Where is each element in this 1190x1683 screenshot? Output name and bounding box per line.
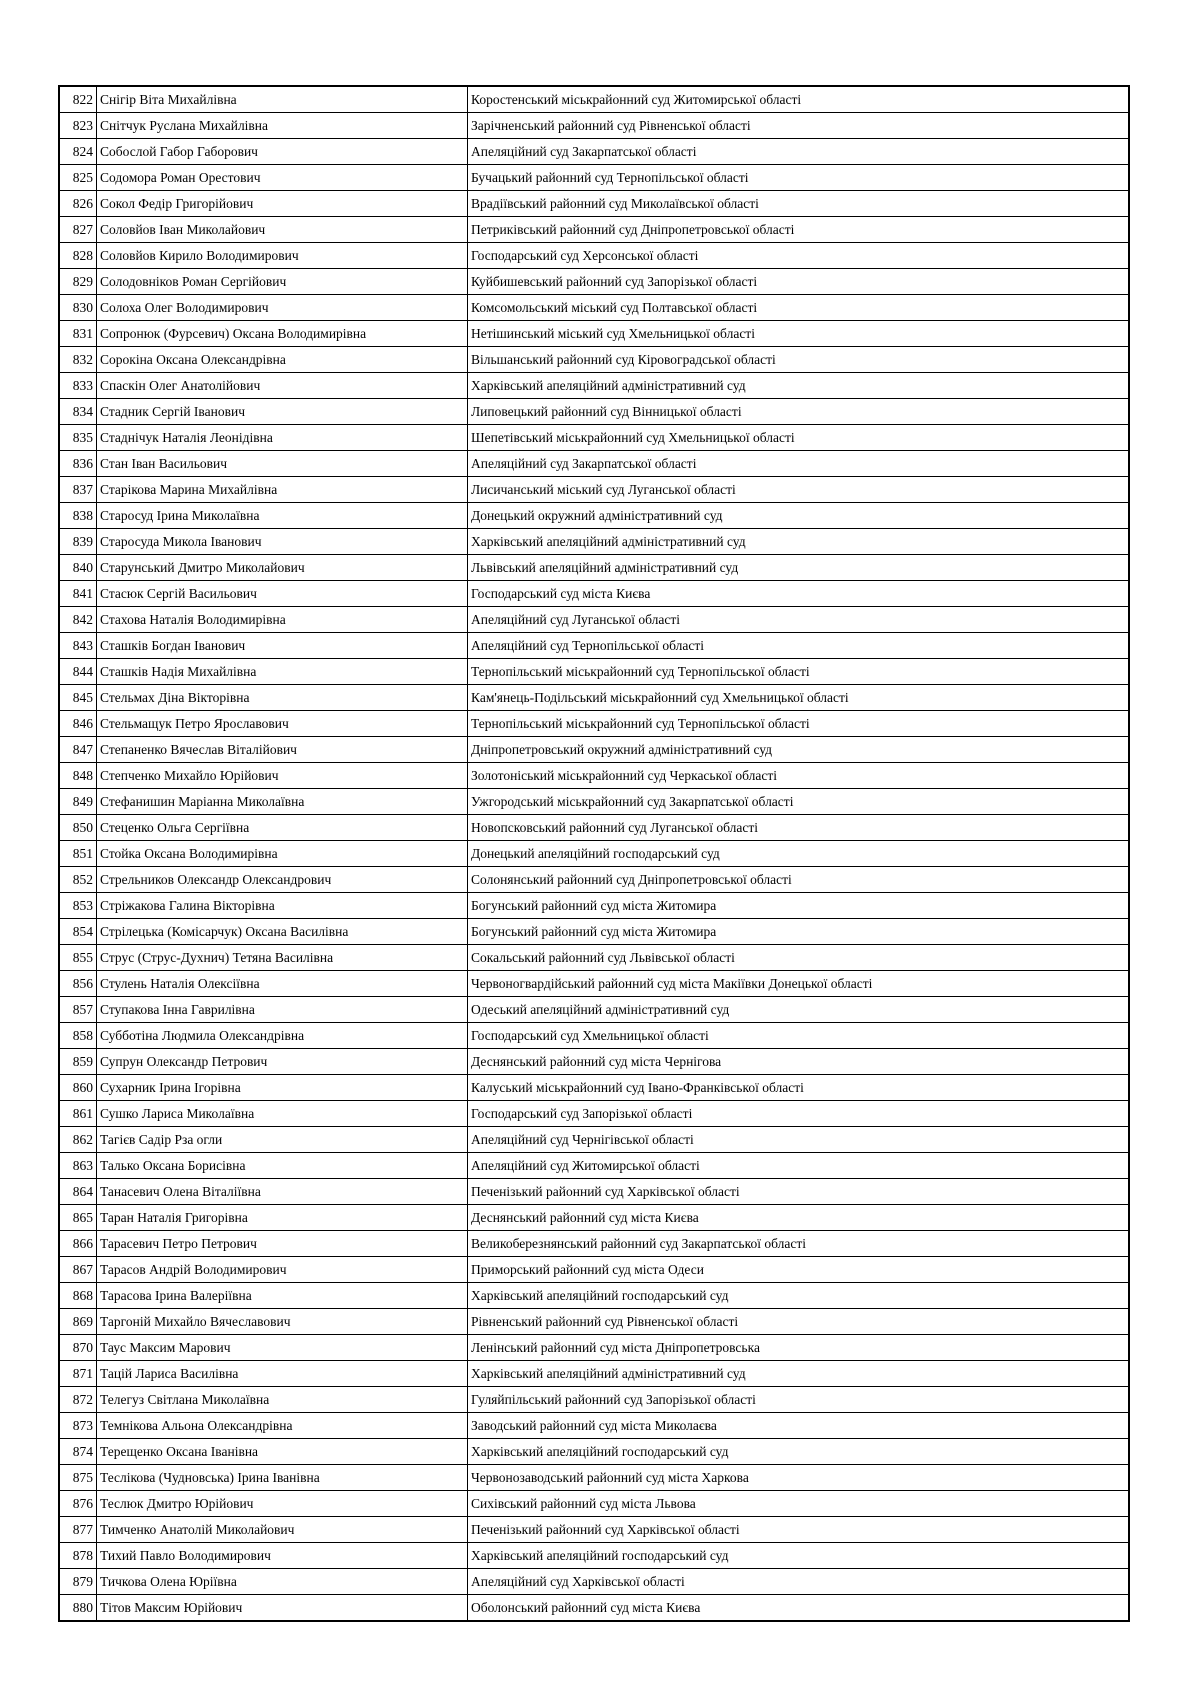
judge-name: Стасюк Сергій Васильович	[97, 581, 468, 607]
court-name: Тернопільський міськрайонний суд Тернопільської області	[468, 711, 1130, 737]
table-row	[59, 1335, 1129, 1361]
table-row	[59, 1465, 1129, 1491]
court-name: Апеляційний суд Луганської області	[468, 607, 1130, 633]
judge-name: Старосуда Микола Іванович	[97, 529, 468, 555]
court-name: Апеляційний суд Закарпатської області	[468, 139, 1130, 165]
row-number: 822	[59, 86, 97, 113]
judge-name: Стадник Сергій Іванович	[97, 399, 468, 425]
row-number: 824	[59, 139, 97, 165]
row-number: 858	[59, 1023, 97, 1049]
judges-table	[58, 85, 1130, 1622]
table-row	[59, 425, 1129, 451]
judge-name: Спаскін Олег Анатолійович	[97, 373, 468, 399]
judge-name: Старунський Дмитро Миколайович	[97, 555, 468, 581]
row-number: 843	[59, 633, 97, 659]
court-name: Господарський суд Херсонської області	[468, 243, 1130, 269]
table-row	[59, 581, 1129, 607]
row-number: 864	[59, 1179, 97, 1205]
judge-name: Сташків Надія Михайлівна	[97, 659, 468, 685]
table-row	[59, 1049, 1129, 1075]
court-name: Вільшанський районний суд Кіровоградської області	[468, 347, 1130, 373]
court-name: Шепетівський міськрайонний суд Хмельницької області	[468, 425, 1130, 451]
row-number: 856	[59, 971, 97, 997]
table-row	[59, 1153, 1129, 1179]
table-row	[59, 1543, 1129, 1569]
judge-name: Снігір Віта Михайлівна	[97, 86, 468, 113]
court-name: Апеляційний суд Житомирської області	[468, 1153, 1130, 1179]
court-name: Господарський суд міста Києва	[468, 581, 1130, 607]
court-name: Оболонський районний суд міста Києва	[468, 1595, 1130, 1622]
row-number: 875	[59, 1465, 97, 1491]
judge-name: Тітов Максим Юрійович	[97, 1595, 468, 1622]
court-name: Донецький окружний адміністративний суд	[468, 503, 1130, 529]
table-row	[59, 86, 1129, 113]
row-number: 873	[59, 1413, 97, 1439]
judge-name: Сухарник Ірина Ігорівна	[97, 1075, 468, 1101]
judge-name: Тацій Лариса Василівна	[97, 1361, 468, 1387]
court-name: Петриківський районний суд Дніпропетровської області	[468, 217, 1130, 243]
judge-name: Солодовніков Роман Сергійович	[97, 269, 468, 295]
judge-name: Субботіна Людмила Олександрівна	[97, 1023, 468, 1049]
table-row	[59, 529, 1129, 555]
court-name: Печенізький районний суд Харківської області	[468, 1517, 1130, 1543]
table-row	[59, 1205, 1129, 1231]
table-row	[59, 1127, 1129, 1153]
court-name: Тернопільський міськрайонний суд Тернопільської області	[468, 659, 1130, 685]
table-row	[59, 841, 1129, 867]
table-row	[59, 711, 1129, 737]
row-number: 852	[59, 867, 97, 893]
table-row	[59, 685, 1129, 711]
table-row	[59, 1101, 1129, 1127]
judge-name: Сорокіна Оксана Олександрівна	[97, 347, 468, 373]
court-name: Рівненський районний суд Рівненської області	[468, 1309, 1130, 1335]
court-name: Зарічненський районний суд Рівненської області	[468, 113, 1130, 139]
row-number: 841	[59, 581, 97, 607]
table-row	[59, 165, 1129, 191]
row-number: 823	[59, 113, 97, 139]
table-row	[59, 1179, 1129, 1205]
judge-name: Сушко Лариса Миколаївна	[97, 1101, 468, 1127]
judge-name: Таран Наталія Григорівна	[97, 1205, 468, 1231]
court-name: Ленінський районний суд міста Дніпропетровська	[468, 1335, 1130, 1361]
judge-name: Тарасевич Петро Петрович	[97, 1231, 468, 1257]
court-name: Дніпропетровський окружний адміністративний суд	[468, 737, 1130, 763]
judge-name: Сташків Богдан Іванович	[97, 633, 468, 659]
judge-name: Телегуз Світлана Миколаївна	[97, 1387, 468, 1413]
court-name: Харківський апеляційний адміністративний суд	[468, 1361, 1130, 1387]
judge-name: Стулень Наталія Олексіївна	[97, 971, 468, 997]
court-name: Золотоніський міськрайонний суд Черкаської області	[468, 763, 1130, 789]
table-row	[59, 399, 1129, 425]
court-name: Великоберезнянський районний суд Закарпатської області	[468, 1231, 1130, 1257]
court-name: Червонозаводський районний суд міста Харкова	[468, 1465, 1130, 1491]
judge-name: Ступакова Інна Гаврилівна	[97, 997, 468, 1023]
table-row	[59, 1283, 1129, 1309]
court-name: Сокальський районний суд Львівської області	[468, 945, 1130, 971]
judge-name: Стефанишин Маріанна Миколаївна	[97, 789, 468, 815]
table-row	[59, 1439, 1129, 1465]
row-number: 863	[59, 1153, 97, 1179]
judge-name: Стельмащук Петро Ярославович	[97, 711, 468, 737]
court-name: Господарський суд Хмельницької області	[468, 1023, 1130, 1049]
row-number: 844	[59, 659, 97, 685]
court-name: Харківський апеляційний господарський суд	[468, 1543, 1130, 1569]
table-row	[59, 1361, 1129, 1387]
row-number: 828	[59, 243, 97, 269]
judge-name: Сокол Федір Григорійович	[97, 191, 468, 217]
row-number: 872	[59, 1387, 97, 1413]
row-number: 877	[59, 1517, 97, 1543]
table-row	[59, 1569, 1129, 1595]
row-number: 857	[59, 997, 97, 1023]
table-row	[59, 945, 1129, 971]
judge-name: Тимченко Анатолій Миколайович	[97, 1517, 468, 1543]
table-row	[59, 555, 1129, 581]
row-number: 871	[59, 1361, 97, 1387]
row-number: 868	[59, 1283, 97, 1309]
court-name: Апеляційний суд Харківської області	[468, 1569, 1130, 1595]
row-number: 838	[59, 503, 97, 529]
judge-name: Струс (Струс-Духнич) Тетяна Василівна	[97, 945, 468, 971]
row-number: 865	[59, 1205, 97, 1231]
judge-name: Стаднічук Наталія Леонідівна	[97, 425, 468, 451]
judge-name: Стойка Оксана Володимирівна	[97, 841, 468, 867]
judge-name: Таус Максим Марович	[97, 1335, 468, 1361]
court-name: Заводський районний суд міста Миколаєва	[468, 1413, 1130, 1439]
court-name: Калуський міськрайонний суд Івано-Франківської області	[468, 1075, 1130, 1101]
judge-name: Собослой Габор Габорович	[97, 139, 468, 165]
judge-name: Содомора Роман Орестович	[97, 165, 468, 191]
table-row	[59, 191, 1129, 217]
table-row	[59, 139, 1129, 165]
row-number: 860	[59, 1075, 97, 1101]
document-page	[58, 85, 1130, 1622]
court-name: Апеляційний суд Тернопільської області	[468, 633, 1130, 659]
judge-name: Стан Іван Васильович	[97, 451, 468, 477]
judge-name: Стріжакова Галина Вікторівна	[97, 893, 468, 919]
court-name: Одеський апеляційний адміністративний суд	[468, 997, 1130, 1023]
court-name: Лисичанський міський суд Луганської області	[468, 477, 1130, 503]
table-row	[59, 217, 1129, 243]
judge-name: Тарасова Ірина Валеріївна	[97, 1283, 468, 1309]
row-number: 853	[59, 893, 97, 919]
table-row	[59, 919, 1129, 945]
table-row	[59, 269, 1129, 295]
row-number: 879	[59, 1569, 97, 1595]
court-name: Господарський суд Запорізької області	[468, 1101, 1130, 1127]
judge-name: Снітчук Руслана Михайлівна	[97, 113, 468, 139]
judge-name: Стеценко Ольга Сергіївна	[97, 815, 468, 841]
row-number: 846	[59, 711, 97, 737]
judge-name: Тихий Павло Володимирович	[97, 1543, 468, 1569]
court-name: Львівський апеляційний адміністративний суд	[468, 555, 1130, 581]
judge-name: Талько Оксана Борисівна	[97, 1153, 468, 1179]
table-row	[59, 1231, 1129, 1257]
row-number: 866	[59, 1231, 97, 1257]
table-row	[59, 971, 1129, 997]
judge-name: Стрілецька (Комісарчук) Оксана Василівна	[97, 919, 468, 945]
table-row	[59, 867, 1129, 893]
court-name: Приморський районний суд міста Одеси	[468, 1257, 1130, 1283]
table-row	[59, 477, 1129, 503]
row-number: 861	[59, 1101, 97, 1127]
court-name: Печенізький районний суд Харківської області	[468, 1179, 1130, 1205]
row-number: 834	[59, 399, 97, 425]
row-number: 825	[59, 165, 97, 191]
row-number: 849	[59, 789, 97, 815]
row-number: 862	[59, 1127, 97, 1153]
row-number: 833	[59, 373, 97, 399]
row-number: 855	[59, 945, 97, 971]
court-name: Харківський апеляційний адміністративний суд	[468, 373, 1130, 399]
row-number: 832	[59, 347, 97, 373]
table-row	[59, 321, 1129, 347]
table-row	[59, 659, 1129, 685]
court-name: Деснянський районний суд міста Чернігова	[468, 1049, 1130, 1075]
judge-name: Степаненко Вячеслав Віталійович	[97, 737, 468, 763]
table-row	[59, 1023, 1129, 1049]
judge-name: Соловйов Кирило Володимирович	[97, 243, 468, 269]
court-name: Куйбишевський районний суд Запорізької області	[468, 269, 1130, 295]
judge-name: Тагієв Садір Рза огли	[97, 1127, 468, 1153]
court-name: Червоногвардійський районний суд міста Макіївки Донецької області	[468, 971, 1130, 997]
row-number: 829	[59, 269, 97, 295]
row-number: 867	[59, 1257, 97, 1283]
judge-name: Тарасов Андрій Володимирович	[97, 1257, 468, 1283]
judge-name: Сопронюк (Фурсевич) Оксана Володимирівна	[97, 321, 468, 347]
row-number: 830	[59, 295, 97, 321]
court-name: Донецький апеляційний господарський суд	[468, 841, 1130, 867]
table-row	[59, 1387, 1129, 1413]
table-row	[59, 815, 1129, 841]
table-row	[59, 1413, 1129, 1439]
row-number: 845	[59, 685, 97, 711]
court-name: Сихівський районний суд міста Львова	[468, 1491, 1130, 1517]
court-name: Кам'янець-Подільський міськрайонний суд Хмельницької області	[468, 685, 1130, 711]
table-row	[59, 633, 1129, 659]
table-row	[59, 1257, 1129, 1283]
row-number: 850	[59, 815, 97, 841]
judge-name: Супрун Олександр Петрович	[97, 1049, 468, 1075]
table-row	[59, 1491, 1129, 1517]
table-row	[59, 1075, 1129, 1101]
row-number: 880	[59, 1595, 97, 1622]
table-row	[59, 503, 1129, 529]
judge-name: Соловйов Іван Миколайович	[97, 217, 468, 243]
table-row	[59, 997, 1129, 1023]
judge-name: Степченко Михайло Юрійович	[97, 763, 468, 789]
row-number: 878	[59, 1543, 97, 1569]
row-number: 854	[59, 919, 97, 945]
table-row	[59, 1595, 1129, 1622]
row-number: 839	[59, 529, 97, 555]
row-number: 876	[59, 1491, 97, 1517]
row-number: 842	[59, 607, 97, 633]
table-row	[59, 451, 1129, 477]
judge-name: Танасевич Олена Віталіївна	[97, 1179, 468, 1205]
judge-name: Солоха Олег Володимирович	[97, 295, 468, 321]
table-row	[59, 295, 1129, 321]
table-row	[59, 373, 1129, 399]
court-name: Липовецький районний суд Вінницької області	[468, 399, 1130, 425]
court-name: Ужгородський міськрайонний суд Закарпатської області	[468, 789, 1130, 815]
row-number: 840	[59, 555, 97, 581]
row-number: 869	[59, 1309, 97, 1335]
court-name: Харківський апеляційний господарський суд	[468, 1439, 1130, 1465]
row-number: 835	[59, 425, 97, 451]
table-row	[59, 893, 1129, 919]
court-name: Коростенський міськрайонний суд Житомирської області	[468, 86, 1130, 113]
table-row	[59, 1517, 1129, 1543]
court-name: Харківський апеляційний адміністративний суд	[468, 529, 1130, 555]
judge-name: Таргоній Михайло Вячеславович	[97, 1309, 468, 1335]
judge-name: Стахова Наталія Володимирівна	[97, 607, 468, 633]
row-number: 848	[59, 763, 97, 789]
judge-name: Теслікова (Чудновська) Ірина Іванівна	[97, 1465, 468, 1491]
court-name: Гуляйпільський районний суд Запорізької області	[468, 1387, 1130, 1413]
table-body	[59, 86, 1129, 1621]
judge-name: Терещенко Оксана Іванівна	[97, 1439, 468, 1465]
table-row	[59, 607, 1129, 633]
row-number: 859	[59, 1049, 97, 1075]
court-name: Деснянський районний суд міста Києва	[468, 1205, 1130, 1231]
court-name: Апеляційний суд Закарпатської області	[468, 451, 1130, 477]
table-row	[59, 763, 1129, 789]
court-name: Апеляційний суд Чернігівської області	[468, 1127, 1130, 1153]
row-number: 851	[59, 841, 97, 867]
row-number: 837	[59, 477, 97, 503]
judge-name: Стрельников Олександр Олександрович	[97, 867, 468, 893]
court-name: Комсомольський міський суд Полтавської області	[468, 295, 1130, 321]
table-row	[59, 243, 1129, 269]
table-row	[59, 789, 1129, 815]
judge-name: Тичкова Олена Юріївна	[97, 1569, 468, 1595]
row-number: 870	[59, 1335, 97, 1361]
court-name: Богунський районний суд міста Житомира	[468, 893, 1130, 919]
row-number: 827	[59, 217, 97, 243]
row-number: 836	[59, 451, 97, 477]
table-row	[59, 1309, 1129, 1335]
row-number: 826	[59, 191, 97, 217]
row-number: 831	[59, 321, 97, 347]
judge-name: Теслюк Дмитро Юрійович	[97, 1491, 468, 1517]
judge-name: Старікова Марина Михайлівна	[97, 477, 468, 503]
court-name: Новопсковський районний суд Луганської області	[468, 815, 1130, 841]
table-row	[59, 113, 1129, 139]
row-number: 847	[59, 737, 97, 763]
judge-name: Стельмах Діна Вікторівна	[97, 685, 468, 711]
table-row	[59, 347, 1129, 373]
court-name: Нетішинський міський суд Хмельницької області	[468, 321, 1130, 347]
court-name: Солонянський районний суд Дніпропетровської області	[468, 867, 1130, 893]
row-number: 874	[59, 1439, 97, 1465]
court-name: Харківський апеляційний господарський суд	[468, 1283, 1130, 1309]
table-row	[59, 737, 1129, 763]
judge-name: Темнікова Альона Олександрівна	[97, 1413, 468, 1439]
court-name: Богунський районний суд міста Житомира	[468, 919, 1130, 945]
court-name: Бучацький районний суд Тернопільської області	[468, 165, 1130, 191]
court-name: Врадіївський районний суд Миколаївської області	[468, 191, 1130, 217]
judge-name: Старосуд Ірина Миколаївна	[97, 503, 468, 529]
